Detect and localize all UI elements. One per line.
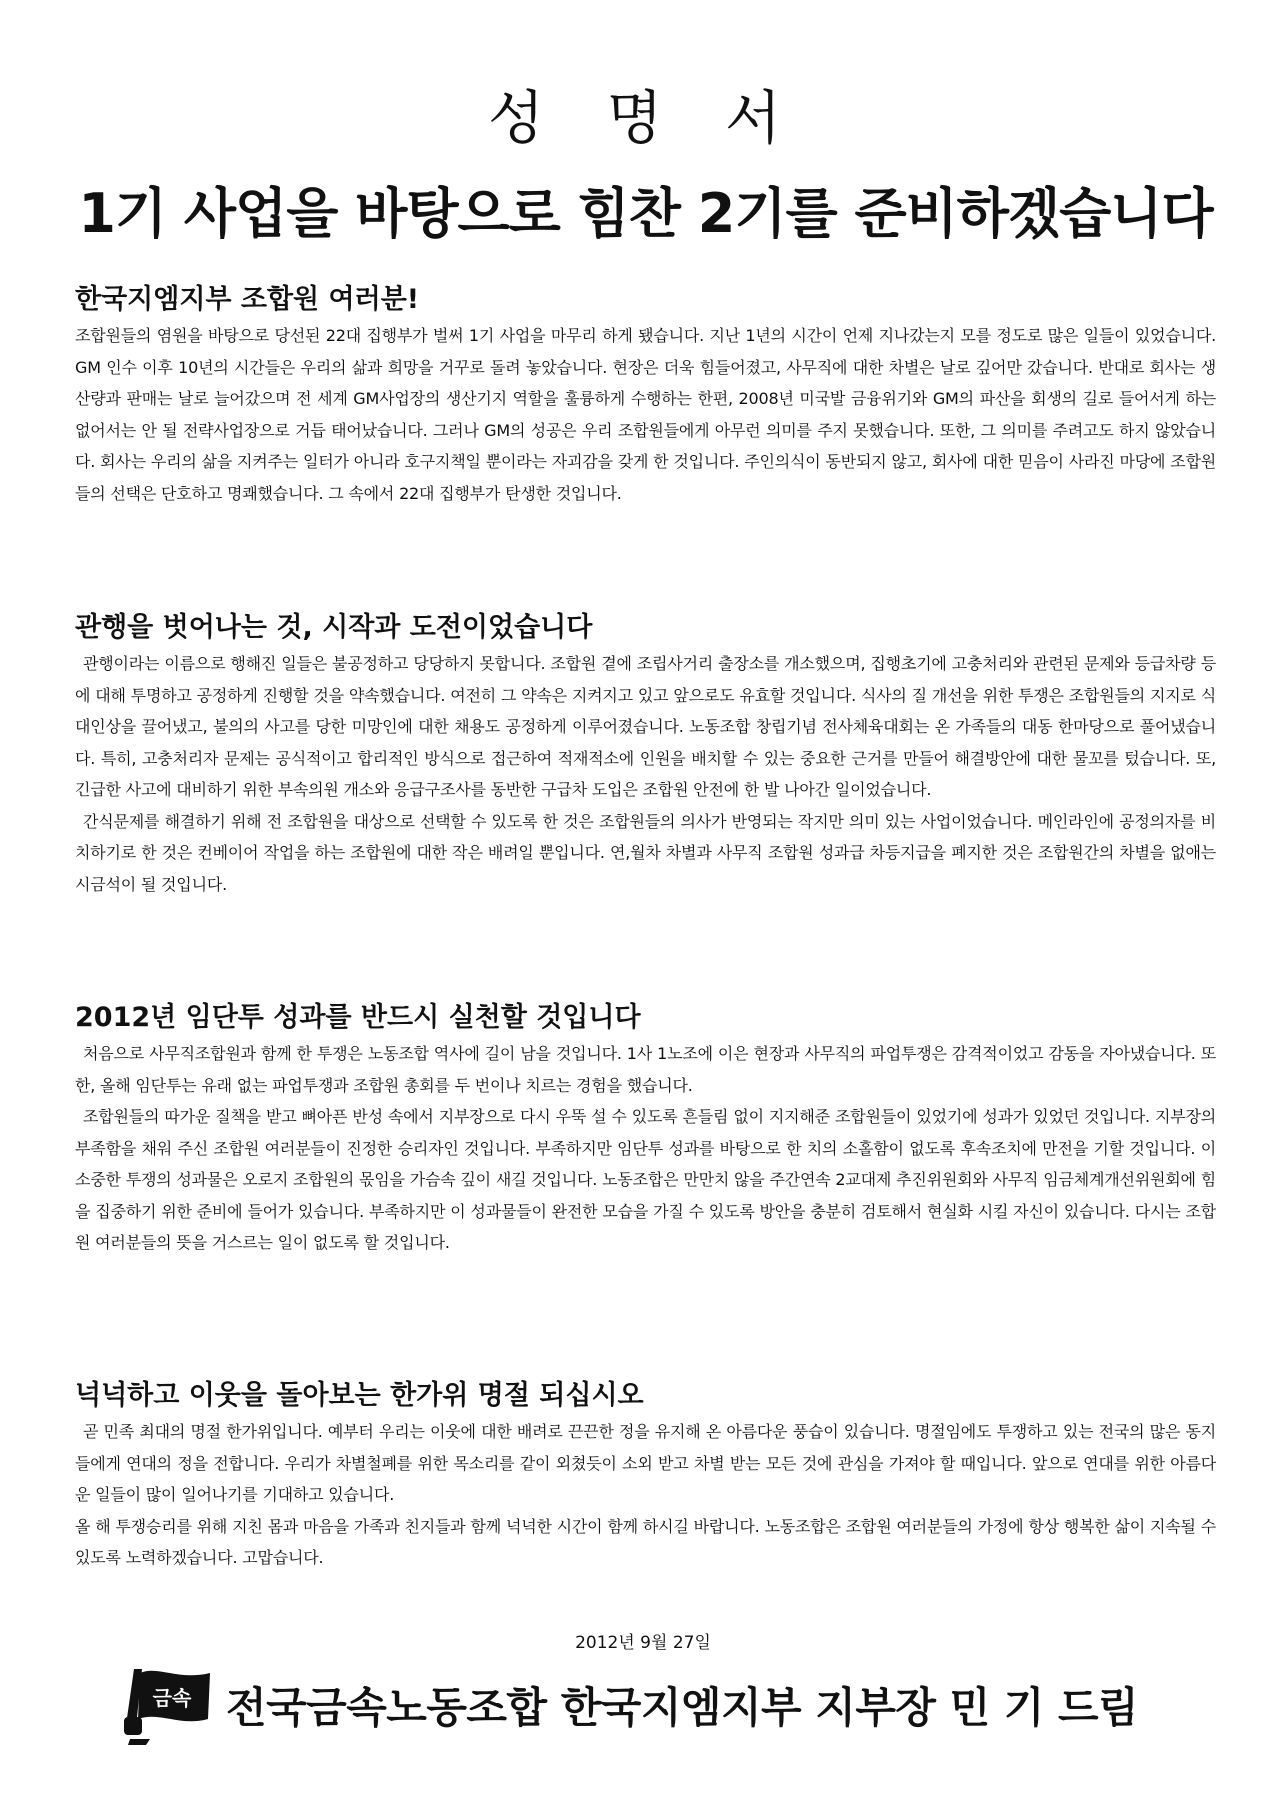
- metal-union-logo-icon: [120, 1663, 216, 1747]
- section-paragraph: 관행이라는 이름으로 행해진 일들은 불공정하고 당당하지 못합니다. 조합원 곁에 조립사거리 출장소를 개소했으며, 집행초기에 고충처리와 관련된 문제와 등급차량 등에 대해 투명하고 공정하게 진행할 것을 약속했습니다. 여전히 그 약속은 지켜지고 있고 앞으로도 유효할 것입니다. 식사의 질 개선을 위한 투쟁은 조합원들의 지지로 식대인상을 끌어냈고, 불의의 사고를 당한 미망인에 대한 채용도 공정하게 이루어졌습니다. 노동조합 창립기념 전사체육대회는 온 가족들의 대동 한마당으로 풀어냈습니다. 특히, 고충처리자 문제는 공식적이고 합리적인 방식으로 접근하여 적재적소에 인원을 배치할 수 있는 중요한 근거를 만들어 해결방안에 대한 물꼬를 텄습니다. 또, 긴급한 사고에 대비하기 위한 부속의원 개소와 응급구조사를 동반한 구급차 도입은 조합원 안전에 한 발 나아간 일이었습니다.: [75, 654, 1216, 799]
- section-paragraph: 처음으로 사무직조합원과 함께 한 투쟁은 노동조합 역사에 길이 남을 것입니다. 1사 1노조에 이은 현장과 사무직의 파업투쟁은 감격적이었고 감동을 자아냈습니다. 또한, 올해 임단투는 유래 없는 파업투쟁과 조합원 총회를 두 번이나 치르는 경험을 했습니다.: [75, 1044, 1216, 1095]
- section-heading: 한국지엠지부 조합원 여러분!: [75, 284, 420, 315]
- section-members-address: [75, 280, 1216, 509]
- section-heading: 넉넉하고 이웃을 돌아보는 한가위 명절 되십시오: [75, 1380, 644, 1411]
- section-paragraph: 조합원들의 염원을 바탕으로 당선된 22대 집행부가 벌써 1기 사업을 마무리 하게 됐습니다. 지난 1년의 시간이 언제 지나갔는지 모를 정도로 많은 일들이 있었습니다. GM 인수 이후 10년의 시간들은 우리의 삶과 희망을 거꾸로 돌려 놓았습니다. 현장은 더욱 힘들어졌고, 사무직에 대한 차별은 날로 깊어만 갔습니다. 반대로 회사는 생산량과 판매는 날로 늘어갔으며 전 세계 GM사업장의 생산기지 역할을 훌륭하게 수행하는 한편, 2008년 미국발 금융위기와 GM의 파산을 회생의 길로 들어서게 하는 없어서는 안 될 전략사업장으로 거듭 태어났습니다. 그러나 GM의 성공은 우리 조합원들에게 아무런 의미를 주지 못했습니다. 또한, 그 의미를 주려고도 하지 않았습니다. 회사는 우리의 삶을 지켜주는 일터가 아니라 호구지책일 뿐이라는 자괴감을 갖게 한 것입니다. 주인의식이 동반되지 않고, 회사에 대한 믿음이 사라진 마당에 조합원들의 선택은 단호하고 명쾌했습니다. 그 속에서 22대 집행부가 탄생한 것입니다.: [75, 326, 1216, 503]
- section-wage-negotiation: [75, 998, 1216, 1259]
- signature-block: [120, 1663, 1138, 1747]
- document-title: 성 명 서: [488, 84, 803, 152]
- signature-text: 전국금속노동조합 한국지엠지부 지부장 민 기 드림: [226, 1683, 1139, 1732]
- section-paragraph: 곧 민족 최대의 명절 한가위입니다. 예부터 우리는 이웃에 대한 배려로 끈끈한 정을 유지해 온 아름다운 풍습이 있습니다. 명절임에도 투쟁하고 있는 전국의 많은 동지들에게 연대의 정을 전합니다. 우리가 차별철폐를 위한 목소리를 같이 외쳤듯이 소외 받고 차별 받는 모든 것에 관심을 가져야 할 때입니다. 앞으로 연대를 위한 아름다운 일들이 많이 일어나기를 기대하고 있습니다.: [75, 1422, 1216, 1504]
- section-heading: 2012년 임단투 성과를 반드시 실천할 것입니다: [75, 1002, 641, 1033]
- section-paragraph: 조합원들의 따가운 질책을 받고 뼈아픈 반성 속에서 지부장으로 다시 우뚝 설 수 있도록 흔들림 없이 지지해준 조합원들이 있었기에 성과가 있었던 것입니다. 지부장의 부족함을 채워 주신 조합원 여러분들이 진정한 승리자인 것입니다. 부족하지만 임단투 성과를 바탕으로 한 치의 소홀함이 없도록 후속조치에 만전을 기할 것입니다. 이 소중한 투쟁의 성과물은 오로지 조합원의 몫임을 가슴속 깊이 새길 것입니다. 노동조합은 만만치 않을 주간연속 2교대제 추진위원회와 사무직 임금체계개선위원회에 힘을 집중하기 위한 준비에 들어가 있습니다. 부족하지만 이 성과물들이 완전한 모습을 가질 수 있도록 방안을 충분히 검토해서 현실화 시킬 자신이 있습니다. 다시는 조합원 여러분들의 뜻을 거스르는 일이 없도록 할 것입니다.: [75, 1107, 1216, 1252]
- section-holiday-greeting: [75, 1376, 1216, 1574]
- logo-text: 금속: [152, 1686, 192, 1710]
- section-breaking-customs: [75, 608, 1216, 900]
- document-headline: 1기 사업을 바탕으로 힘찬 2기를 준비하겠습니다: [78, 182, 1213, 245]
- section-paragraph: 간식문제를 해결하기 위해 전 조합원을 대상으로 선택할 수 있도록 한 것은 조합원들의 의사가 반영되는 작지만 의미 있는 사업이었습니다. 메인라인에 공정의자를 비치하기로 한 것은 컨베이어 작업을 하는 조합원에 대한 작은 배려일 뿐입니다. 연,월차 차별과 사무직 조합원 성과급 차등지급을 폐지한 것은 조합원간의 차별을 없애는 시금석이 될 것입니다.: [75, 811, 1216, 894]
- section-paragraph: 올 해 투쟁승리를 위해 지친 몸과 마음을 가족과 친지들과 함께 넉넉한 시간이 함께 하시길 바랍니다. 노동조합은 조합원 여러분들의 가정에 항상 행복한 삶이 지속될 수 있도록 노력하겠습니다. 고맙습니다.: [75, 1516, 1216, 1567]
- section-heading: 관행을 벗어나는 것, 시작과 도전이었습니다: [75, 612, 593, 643]
- statement-date: 2012년 9월 27일: [575, 1633, 711, 1653]
